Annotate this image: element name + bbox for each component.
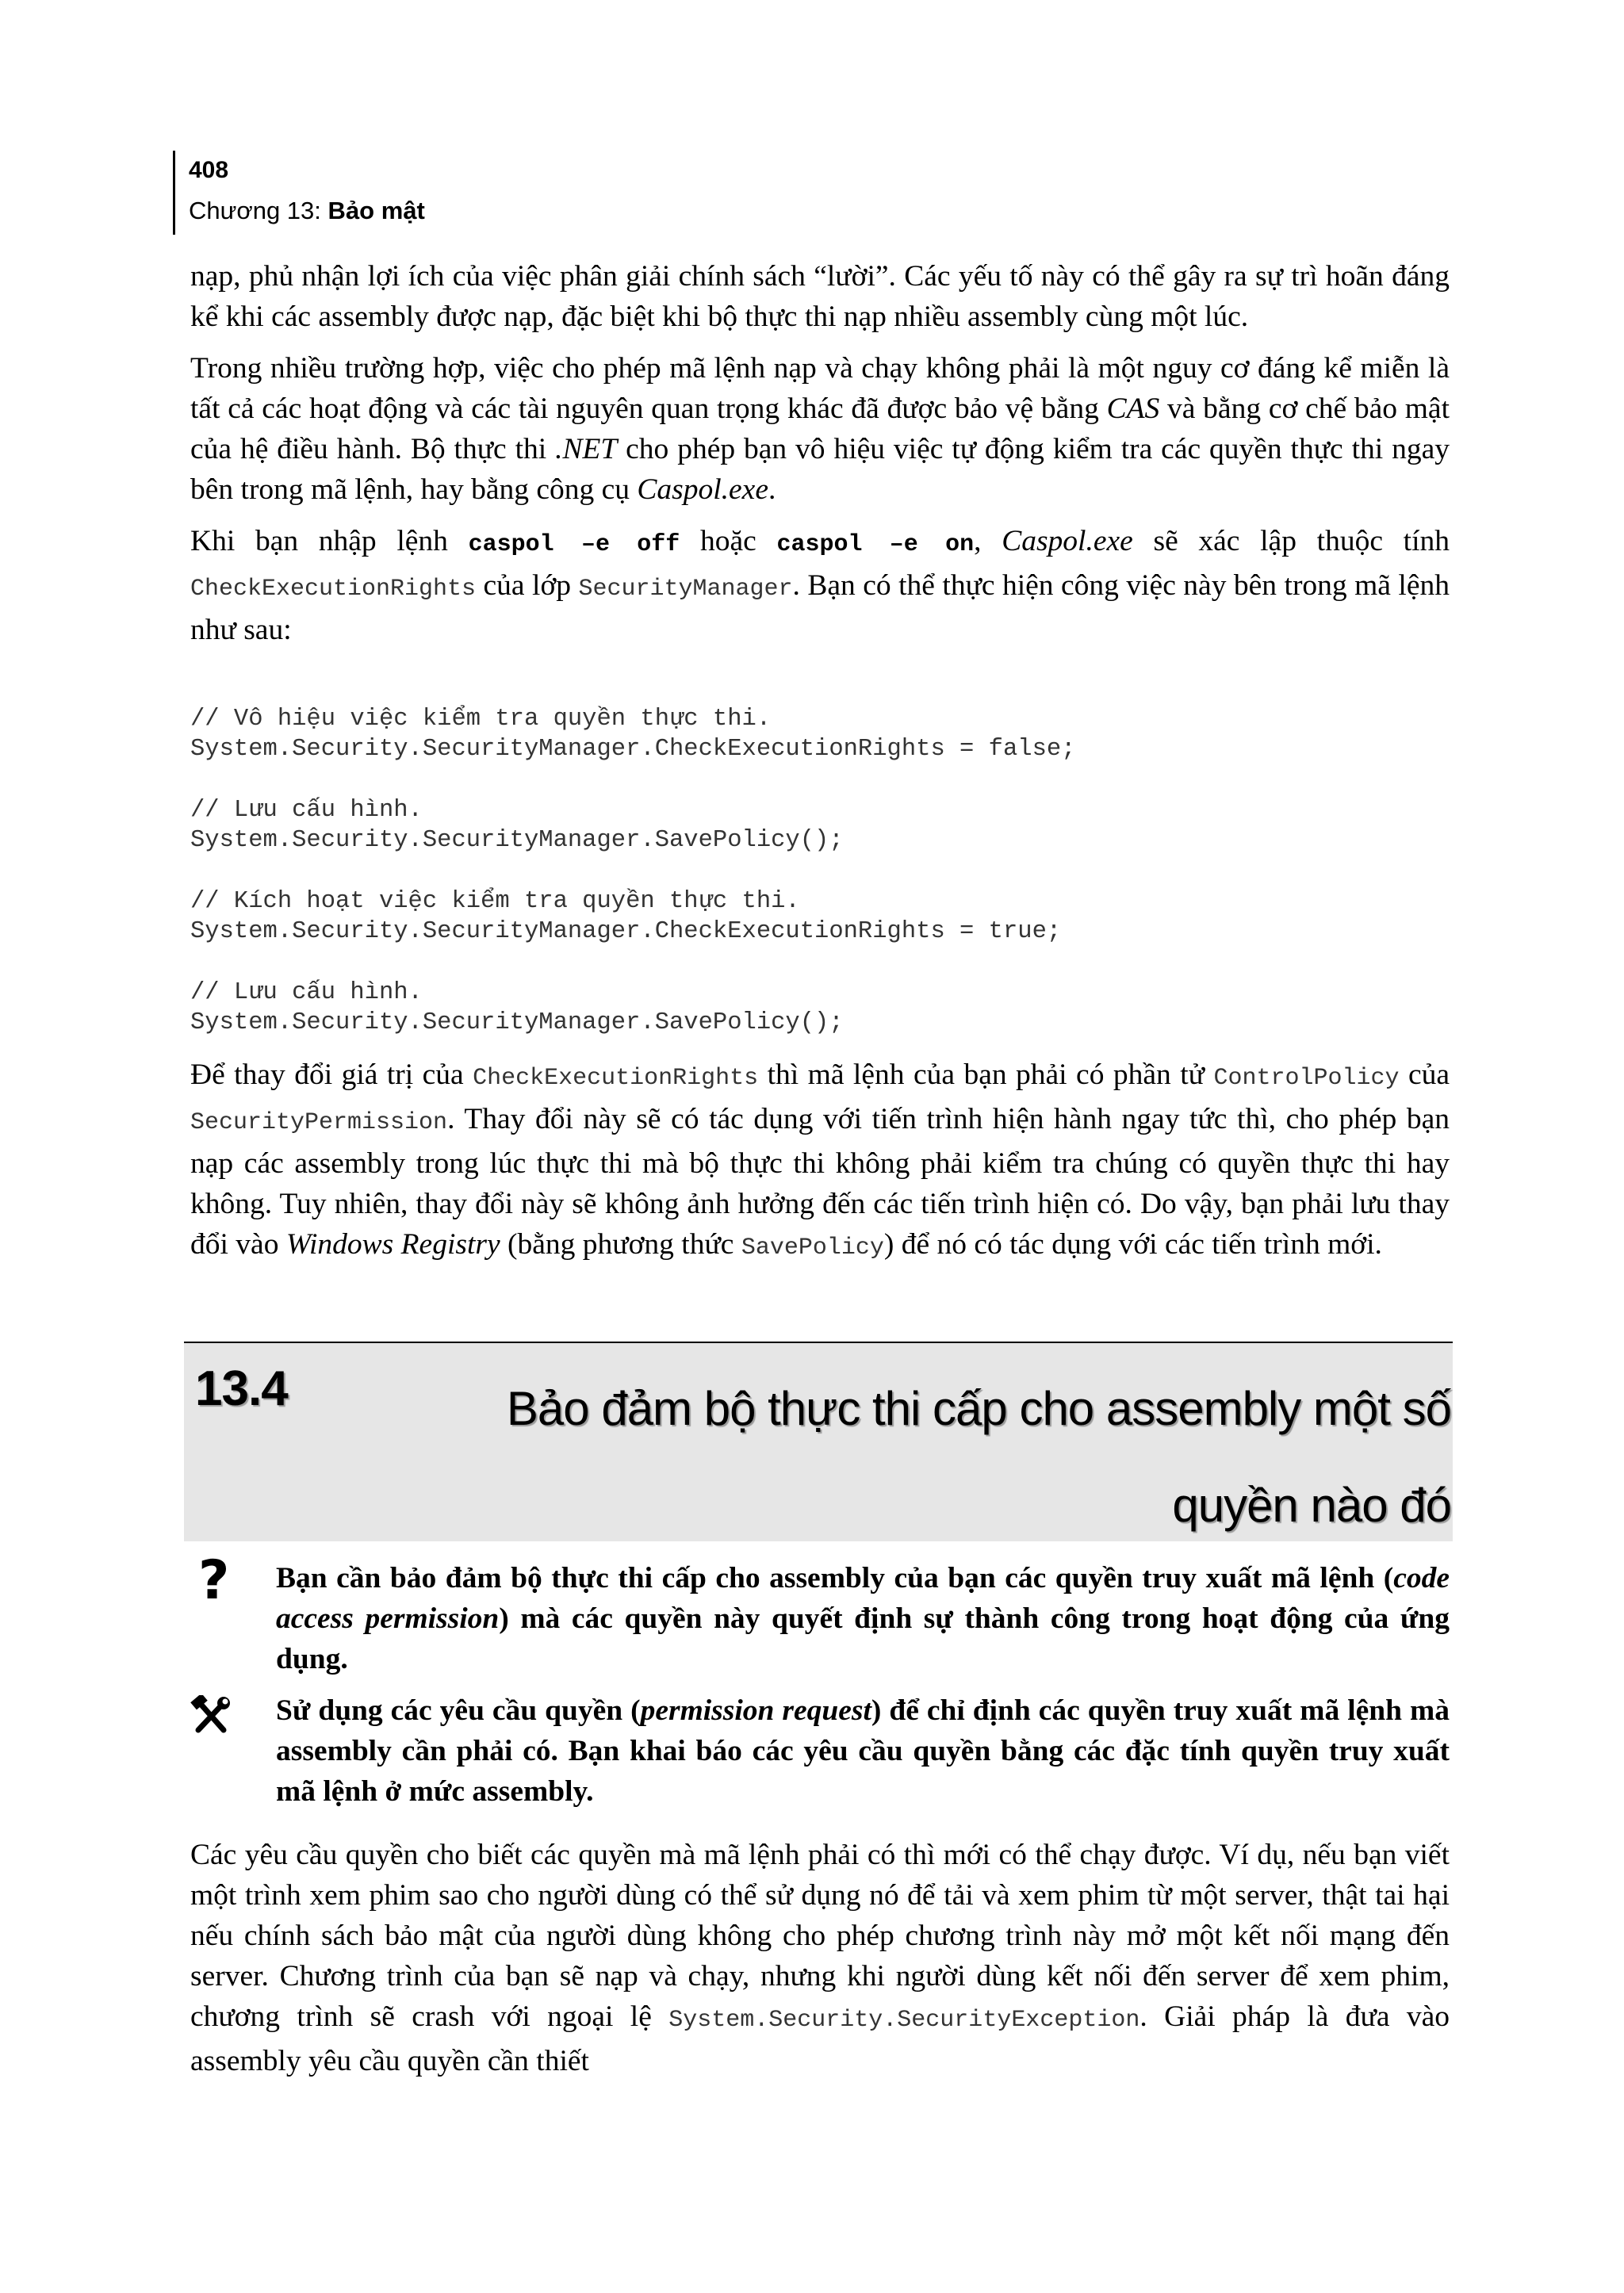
section-title-line-2: quyền nào đó [1172,1479,1451,1532]
solution-statement [276,1690,1450,1812]
header-rule [173,151,175,235]
code-line-1: System.Security.SecurityManager.CheckExecutionRights = false; [190,736,1076,763]
code-property: CheckExecutionRights [190,576,477,603]
text: Sử dụng các yêu cầu quyền ( [276,1694,641,1727]
text: và bằng cơ chế bảo mật của hệ điều hành. Bộ thực thi [190,392,1450,465]
chapter-title: Bảo mật [327,197,425,224]
term-caspol: Caspol.exe [637,473,768,506]
code-line-4: System.Security.SecurityManager.SavePolicy(); [190,1009,844,1036]
code-line-3: System.Security.SecurityManager.CheckExecutionRights = true; [190,918,1062,945]
body-text-bottom [190,1835,1450,2092]
term-permission-request: permission request [640,1694,871,1727]
text: . [768,473,776,506]
code-element: ControlPolicy [1213,1065,1400,1092]
code-method: SavePolicy [741,1235,884,1261]
text: , [974,525,1002,557]
term-caspol: Caspol.exe [1002,525,1133,557]
question-mark-icon: ? [198,1549,230,1612]
term-cas: CAS [1106,392,1160,425]
code-permission: SecurityPermission [190,1109,448,1136]
code-class: SecurityManager [578,576,793,603]
page-number: 408 [189,157,229,183]
command-off: caspol –e off [468,531,680,558]
chapter-prefix: Chương 13: [189,197,328,224]
section-title-line-1: Bảo đảm bộ thực thi cấp cho assembly một số [506,1382,1451,1435]
paragraph-1: nạp, phủ nhận lợi ích của việc phân giải chính sách “lười”. Các yếu tố này có thể gây ra sự trì hoãn đáng kể khi các assembly được nạp, đặc biệt khi bộ thực thi nạp nhiều assembly cùng một lúc. [190,260,1450,333]
paragraph-4 [190,1055,1450,1269]
term-code-access-permission: code access permission [276,1562,1450,1635]
text: Khi bạn nhập lệnh [190,525,469,557]
code-line-2: System.Security.SecurityManager.SavePolicy(); [190,827,844,854]
text: thì mã lệnh của bạn phải có phần tử [758,1058,1214,1091]
text: ) để chỉ định các quyền truy xuất mã lệnh mà assembly cần phải có. Bạn khai báo các yêu cầu quyền bằng các đặc tính quyền truy xuất mã lệnh ở mức assembly. [276,1694,1450,1808]
text: . Giải pháp là đưa vào assembly yêu cầu quyền cần thiết [190,2000,1450,2077]
tools-icon [190,1695,232,1744]
text: của lớp [476,569,579,602]
text: cho phép bạn vô hiệu việc tự động kiểm tra các quyền thực thi ngay bên trong mã lệnh, hay bằng công cụ [190,433,1450,506]
code-comment-1: // Vô hiệu việc kiểm tra quyền thực thi. [190,706,772,733]
text: Để thay đổi giá trị của [190,1058,473,1091]
section-number: 13.4 [195,1361,288,1416]
term-registry: Windows Registry [285,1228,500,1261]
paragraph-3 [190,521,1450,650]
text: của [1399,1058,1450,1091]
code-comment-2: // Lưu cấu hình. [190,797,423,824]
code-comment-4: // Lưu cấu hình. [190,979,423,1006]
body-text-top [190,256,1450,661]
text: Các yêu cầu quyền cho biết các quyền mà mã lệnh phải có thì mới có thể chạy được. Ví dụ, nếu bạn viết một trình xem phim sao cho người dùng có thể sử dụng nó để tải và xem phim từ một server, thật tai hại nếu chính sách bảo mật của người dùng không cho phép chương trình này mở một kết nối mạng đến server. Chương trình của bạn sẽ nạp và chạy, nhưng khi người dùng kết nối đến server để xem phim, chương trình sẽ crash với ngoại lệ [190,1839,1450,2033]
body-text-middle [190,1055,1450,1280]
text: . Bạn có thể thực hiện công việc này bên trong mã lệnh như sau: [190,569,1450,646]
text: (bằng phương thức [500,1228,741,1261]
code-exception: System.Security.SecurityException [668,2007,1140,2034]
paragraph-5 [190,1835,1450,2081]
code-comment-3: // Kích hoạt việc kiểm tra quyền thực thi. [190,888,800,915]
text: sẽ xác lập thuộc tính [1132,525,1450,557]
chapter-heading [189,197,425,225]
section-title [396,1361,1451,1554]
problem-statement [276,1558,1450,1679]
text: ) để nó có tác dụng với các tiến trình mới. [883,1228,1382,1261]
text: Trong nhiều trường hợp, việc cho phép mã lệnh nạp và chạy không phải là một nguy cơ đáng kể miễn là tất cả các hoạt động và các tài nguyên quan trọng khác đã được bảo vệ bằng [190,352,1450,425]
text: hoặc [680,525,777,557]
code-property: CheckExecutionRights [473,1065,759,1092]
text: Bạn cần bảo đảm bộ thực thi cấp cho assembly của bạn các quyền truy xuất mã lệnh ( [276,1562,1394,1594]
term-net: .NET [555,433,618,465]
paragraph-2 [190,348,1450,510]
text: ) mà các quyền này quyết định sự thành công trong hoạt động của ứng dụng. [276,1602,1450,1675]
text: . Thay đổi này sẽ có tác dụng với tiến trình hiện hành ngay tức thì, cho phép bạn nạp các assembly trong lúc thực thi mà bộ thực thi không phải kiểm tra chúng có quyền thực thi hay không. Tuy nhiên, thay đổi này sẽ không ảnh hưởng đến các tiến trình hiện có. Do vậy, bạn phải lưu thay đổi vào [190,1103,1450,1261]
command-on: caspol –e on [776,531,975,558]
